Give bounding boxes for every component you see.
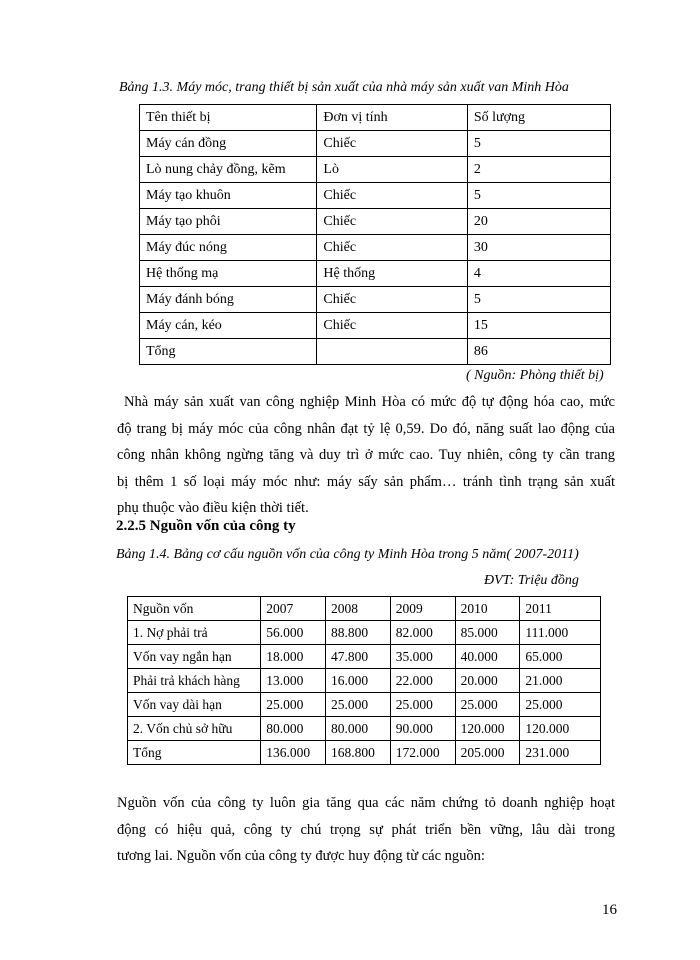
- table-cell: 1. Nợ phải trả: [128, 621, 261, 645]
- table-row: [140, 131, 611, 157]
- section-heading: 2.2.5 Nguồn vốn của công ty: [116, 518, 296, 534]
- table-cell: 88.800: [326, 621, 391, 645]
- table-cell: 231.000: [520, 741, 601, 765]
- table-header-cell: Số lượng: [467, 105, 610, 131]
- table-header-row: [140, 105, 611, 131]
- table-row: [128, 717, 601, 741]
- table-cell: Hệ thống mạ: [140, 261, 317, 287]
- table-row: [140, 209, 611, 235]
- table-cell: 205.000: [455, 741, 520, 765]
- table-row: [128, 741, 601, 765]
- table-cell: 80.000: [261, 717, 326, 741]
- table-row: [140, 287, 611, 313]
- table-cell: Chiếc: [317, 287, 467, 313]
- table-cell: 80.000: [326, 717, 391, 741]
- table-cell: 25.000: [261, 693, 326, 717]
- table-cell: 18.000: [261, 645, 326, 669]
- paragraph-line: bị thêm 1 số loại máy móc như: máy sấy sản phẩm… tránh tình trạng sản xuất: [117, 473, 615, 490]
- paragraph-line: phụ thuộc vào điều kiện thời tiết.: [117, 500, 309, 516]
- table-cell: 5: [467, 287, 610, 313]
- table-header-cell: 2011: [520, 597, 601, 621]
- table-row: [140, 261, 611, 287]
- table-row: [128, 669, 601, 693]
- table-cell: Vốn vay dài hạn: [128, 693, 261, 717]
- table-cell: 2. Vốn chủ sở hữu: [128, 717, 261, 741]
- table-row: [128, 693, 601, 717]
- table-cell: Máy đánh bóng: [140, 287, 317, 313]
- table-cell: Tổng: [128, 741, 261, 765]
- table-header-cell: 2008: [326, 597, 391, 621]
- table-row: [140, 313, 611, 339]
- table-cell: Chiếc: [317, 209, 467, 235]
- table-cell: 16.000: [326, 669, 391, 693]
- paragraph-capital: [117, 790, 615, 870]
- table-cell: 22.000: [390, 669, 455, 693]
- table-cell: 25.000: [326, 693, 391, 717]
- table-cell: Phải trả khách hàng: [128, 669, 261, 693]
- table-cell: Máy cán đồng: [140, 131, 317, 157]
- paragraph-line: công nhân không ngừng tăng và duy trì ở mức cao. Tuy nhiên, công ty cần trang: [117, 447, 615, 463]
- table-cell: 35.000: [390, 645, 455, 669]
- table-cell: 25.000: [390, 693, 455, 717]
- table-cell: 5: [467, 131, 610, 157]
- table-cell: 2: [467, 157, 610, 183]
- table-header-cell: 2009: [390, 597, 455, 621]
- paragraph-line: động có hiệu quả, công ty chú trọng sự phát triển bền vững, lâu dài trong: [117, 821, 615, 838]
- table-header-cell: 2010: [455, 597, 520, 621]
- table-cell: Chiếc: [317, 183, 467, 209]
- capital-structure-table: [127, 596, 601, 765]
- table-cell: 4: [467, 261, 610, 287]
- table-cell: Chiếc: [317, 235, 467, 261]
- table-cell: Chiếc: [317, 131, 467, 157]
- table-cell: Máy tạo khuôn: [140, 183, 317, 209]
- table-cell: 56.000: [261, 621, 326, 645]
- table-row: [140, 235, 611, 261]
- table-row: [140, 157, 611, 183]
- table-cell: 20.000: [455, 669, 520, 693]
- table-cell: 15: [467, 313, 610, 339]
- table2-unit: ĐVT: Triệu đồng: [484, 573, 579, 588]
- table-header-cell: Tên thiết bị: [140, 105, 317, 131]
- table-cell: 82.000: [390, 621, 455, 645]
- table-cell: 85.000: [455, 621, 520, 645]
- table-cell: 172.000: [390, 741, 455, 765]
- table-cell: 30: [467, 235, 610, 261]
- table-cell: [317, 339, 467, 365]
- table-cell: Máy tạo phôi: [140, 209, 317, 235]
- table-row: [140, 183, 611, 209]
- page-number: 16: [602, 902, 617, 918]
- table1-source: ( Nguồn: Phòng thiết bị): [466, 368, 604, 383]
- table-row: [140, 339, 611, 365]
- table-cell: 65.000: [520, 645, 601, 669]
- paragraph-automation: [117, 389, 615, 522]
- table-header-row: [128, 597, 601, 621]
- equipment-table: [139, 104, 611, 365]
- table-cell: 168.800: [326, 741, 391, 765]
- table-cell: 90.000: [390, 717, 455, 741]
- table-cell: Máy cán, kéo: [140, 313, 317, 339]
- paragraph-line: độ trang bị máy móc của công nhân đạt tỷ lệ 0,59. Do đó, năng suất lao động của: [117, 420, 615, 437]
- table-cell: 40.000: [455, 645, 520, 669]
- table-cell: Vốn vay ngắn hạn: [128, 645, 261, 669]
- table-cell: Tổng: [140, 339, 317, 365]
- table-cell: 25.000: [455, 693, 520, 717]
- paragraph-line: tương lai. Nguồn vốn của công ty được huy động từ các nguồn:: [117, 848, 485, 864]
- table-cell: 5: [467, 183, 610, 209]
- table-cell: 136.000: [261, 741, 326, 765]
- paragraph-line: Nguồn vốn của công ty luôn gia tăng qua các năm chứng tỏ doanh nghiệp hoạt: [117, 795, 615, 811]
- table-cell: 21.000: [520, 669, 601, 693]
- table-cell: Lò: [317, 157, 467, 183]
- table-header-cell: Nguồn vốn: [128, 597, 261, 621]
- table-header-cell: 2007: [261, 597, 326, 621]
- table-cell: 20: [467, 209, 610, 235]
- table-cell: Chiếc: [317, 313, 467, 339]
- table-cell: 47.800: [326, 645, 391, 669]
- table-header-cell: Đơn vị tính: [317, 105, 467, 131]
- table-cell: 25.000: [520, 693, 601, 717]
- table-cell: Máy đúc nóng: [140, 235, 317, 261]
- table1-caption: Bảng 1.3. Máy móc, trang thiết bị sản xuất của nhà máy sản xuất van Minh Hòa: [119, 80, 569, 95]
- table-row: [128, 621, 601, 645]
- table-cell: 86: [467, 339, 610, 365]
- table2-caption: Bảng 1.4. Bảng cơ cấu nguồn vốn của công ty Minh Hòa trong 5 năm( 2007-2011): [116, 547, 579, 562]
- table-cell: 111.000: [520, 621, 601, 645]
- table-cell: Lò nung chảy đồng, kẽm: [140, 157, 317, 183]
- table-cell: 13.000: [261, 669, 326, 693]
- table-row: [128, 645, 601, 669]
- table-cell: 120.000: [520, 717, 601, 741]
- table-cell: Hệ thống: [317, 261, 467, 287]
- paragraph-line: Nhà máy sản xuất van công nghiệp Minh Hòa có mức độ tự động hóa cao, mức: [124, 394, 615, 410]
- table-cell: 120.000: [455, 717, 520, 741]
